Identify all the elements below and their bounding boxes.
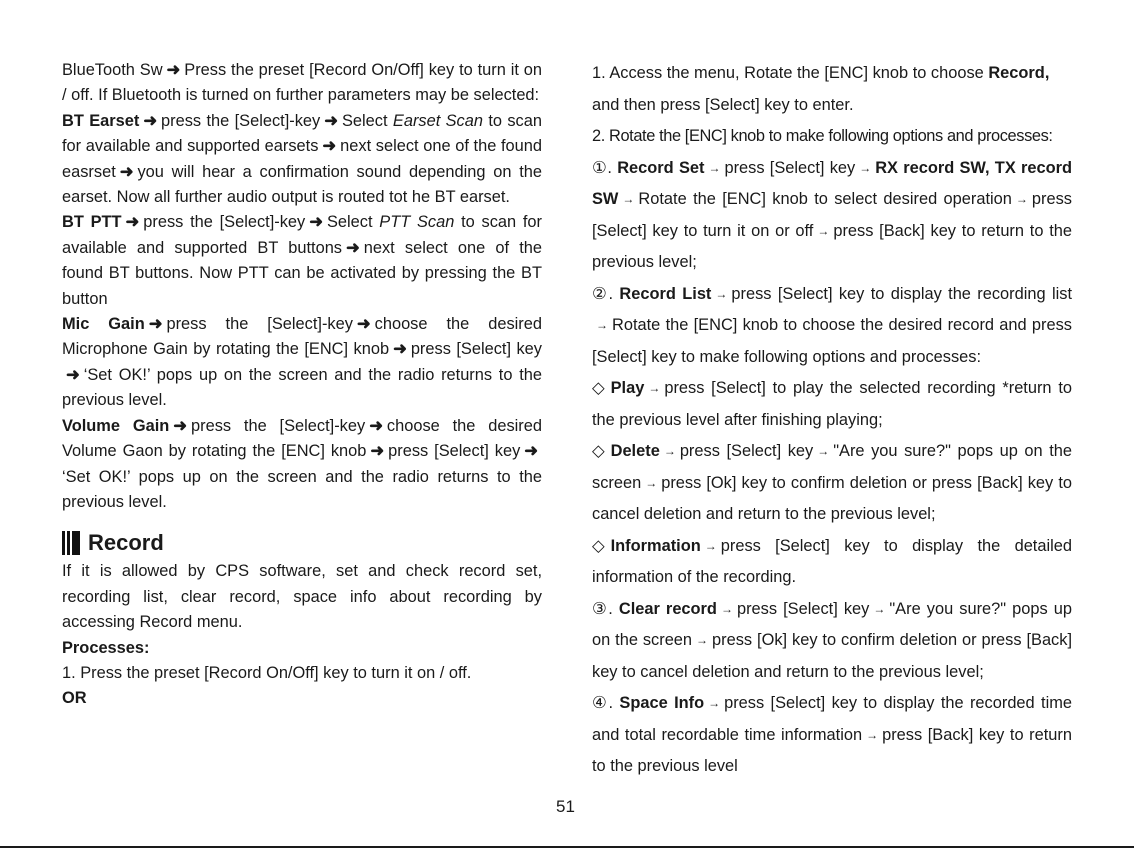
bt-ptt-paragraph: BT PTT ➜ press the [Select]-key ➜ Select PTT Scan to scan for available and supported BT buttons ➜ next select one of the found BT buttons. Now PTT can be activated by pressing the BT button [62,210,542,312]
volume-gain-label: Volume Gain [62,416,170,435]
arrow-icon: ➜ [322,137,337,156]
arrow-icon: ➜ [346,238,360,257]
arrow-icon: ➜ [119,162,134,181]
arrow-icon: → [704,538,717,553]
bt-ptt-label: BT PTT [62,213,122,232]
or-label: OR [62,689,87,708]
clear-record-label: Clear record [618,599,717,618]
arrow-icon: → [817,444,830,458]
arrow-icon: ➜ [524,442,538,461]
record-section-heading [62,527,542,559]
left-column [62,58,542,712]
arrow-icon: → [596,318,608,332]
space-info-item: ④. Space Info → press [Select] key to display the recorded time and total recordable time information → press [Back] key to return to the previous level [592,688,1072,783]
diamond-bullet-icon: ◇ [592,379,605,397]
record-list-label: Record List [619,284,712,303]
right-column [592,58,1072,783]
play-item: ◇ Play → press [Select] to play the selected recording *return to the previous level after finishing playing; [592,373,1072,436]
arrow-icon: → [817,223,830,238]
arrow-icon: ➜ [66,365,80,384]
record-set-item: ①. Record Set → press [Select] key → RX record SW, TX record SW → Rotate the [ENC] knob to select desired operation → press [Select] key to turn it on or off → press [Back] key to return to the previous level; [592,153,1072,279]
information-item: ◇ Information → press [Select] key to display the detailed information of the recording. [592,531,1072,594]
diamond-bullet-icon: ◇ [592,442,605,460]
arrow-icon: → [866,727,879,742]
arrow-icon: ➜ [309,213,323,232]
page-number: 51 [556,797,575,816]
clear-record-item: ③. Clear record → press [Select] key → "Are you sure?" pops up on the screen → press [Ok] key to confirm deletion or press [Back] key to cancel deletion and return to the previous level; [592,594,1072,689]
bt-earset-paragraph: BT Earset ➜ press the [Select]-key ➜ Select Earset Scan to scan for available and supported earsets ➜ next select one of the found easrset ➜ you will hear a confirmation sound depending on the earset. Now all further audio output is routed tot he BT earset. [62,109,542,211]
diamond-bullet-icon: ◇ [592,536,605,555]
step-1: 1. Access the menu, Rotate the [ENC] knob to choose Record, and then press [Select] key to enter. [592,64,1050,114]
arrow-icon: ➜ [370,442,385,461]
record-set-label: Record Set [617,158,705,177]
arrow-icon: ➜ [324,111,338,130]
arrow-icon: ➜ [369,416,383,435]
arrow-icon: → [663,444,676,458]
delete-label: Delete [610,442,660,460]
arrow-icon: → [873,601,886,616]
arrow-icon: → [648,381,661,395]
record-list-item: ②. Record List → press [Select] key to display the recording list→ Rotate the [ENC] knob to choose the desired record and press [Select] key to make following options and processes: [592,279,1072,374]
arrow-icon: → [645,475,658,490]
processes-label: Processes: [62,638,150,657]
record-heading-text: Record [88,530,164,556]
arrow-icon: → [1015,192,1028,206]
space-info-label: Space Info [619,694,705,712]
bottom-divider [0,846,1134,848]
bluetooth-switch-paragraph: BlueTooth Sw ➜ Press the preset [Record On/Off] key to turn it on / off. If Bluetooth is turned on further parameters may be selected: [62,58,542,109]
section-bar-icon [62,531,80,555]
arrow-icon: ➜ [393,340,407,359]
arrow-icon: ➜ [148,315,163,334]
mic-gain-label: Mic Gain [62,315,145,334]
arrow-icon: → [622,192,635,206]
arrow-icon: → [696,633,709,647]
arrow-icon: → [708,160,721,175]
information-label: Information [610,536,701,555]
arrow-icon: → [708,696,721,710]
volume-gain-paragraph: Volume Gain ➜ press the [Select]-key ➜ choose the desired Volume Gaon by rotating the [ENC] knob ➜ press [Select] key ➜‘Set OK!’ pops up on the screen and the radio returns to the previous level. [62,414,542,516]
play-label: Play [610,379,645,397]
arrow-icon: ➜ [166,61,181,79]
arrow-icon: ➜ [173,416,187,435]
bluetooth-switch-label: BlueTooth Sw [62,61,163,79]
arrow-icon: ➜ [356,315,371,334]
mic-gain-paragraph: Mic Gain ➜ press the [Select]-key ➜ choose the desired Microphone Gain by rotating the [ENC] knob ➜ press [Select] key➜ ‘Set OK!’ pops up on the screen and the radio returns to the previous level. [62,312,542,414]
step-2: 2. Rotate the [ENC] knob to make following options and processes: [592,127,1053,145]
record-intro: If it is allowed by CPS software, set and check record set, recording list, clear record, space info about recording by accessing Record menu. [62,562,542,632]
arrow-icon: → [720,601,733,616]
arrow-icon: → [715,286,728,301]
arrow-icon: → [859,160,872,175]
arrow-icon: ➜ [143,111,158,130]
bt-earset-label: BT Earset [62,111,140,130]
arrow-icon: ➜ [125,213,140,232]
process-step-1: 1. Press the preset [Record On/Off] key to turn it on / off. [62,663,472,682]
delete-item: ◇ Delete → press [Select] key → "Are you sure?" pops up on the screen → press [Ok] key to confirm deletion or press [Back] key to cancel deletion and return to the previous level; [592,436,1072,531]
